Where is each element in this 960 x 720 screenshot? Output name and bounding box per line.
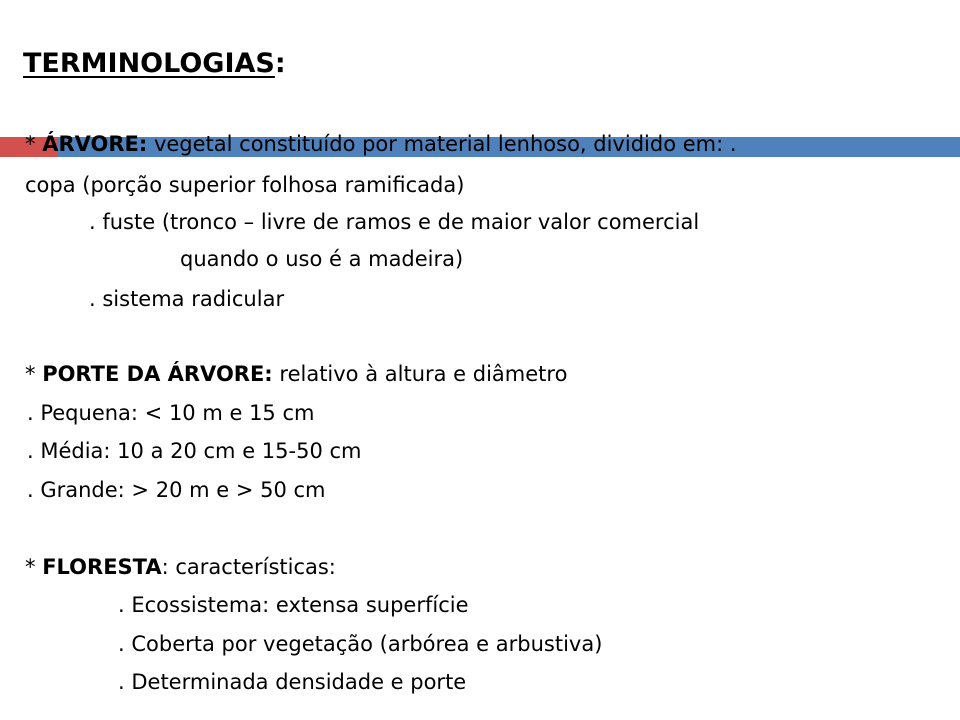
arvore-radicular-line: . sistema radicular bbox=[89, 287, 285, 311]
porte-item-media: . Média: 10 a 20 cm e 15-50 cm bbox=[27, 439, 362, 463]
arvore-definition-line bbox=[25, 130, 737, 158]
arvore-fuste-line: . fuste (tronco – livre de ramos e de maior valor comercial bbox=[89, 210, 700, 234]
floresta-item-coberta: . Coberta por vegetação (arbórea e arbustiva) bbox=[118, 632, 603, 656]
title-text: TERMINOLOGIAS bbox=[23, 48, 275, 79]
arvore-term: ÁRVORE: bbox=[42, 132, 148, 156]
porte-item-pequena: . Pequena: < 10 m e 15 cm bbox=[27, 401, 315, 425]
title-colon: : bbox=[274, 48, 286, 79]
floresta-term: FLORESTA bbox=[42, 555, 162, 579]
porte-definition-line bbox=[25, 360, 567, 388]
porte-bullet: * bbox=[25, 362, 43, 386]
floresta-definition: : características: bbox=[161, 555, 336, 579]
floresta-bullet: * bbox=[25, 555, 43, 579]
porte-definition: relativo à altura e diâmetro bbox=[272, 362, 568, 386]
arvore-copa-line: copa (porção superior folhosa ramificada) bbox=[25, 173, 465, 197]
arvore-fuste-continuation: quando o uso é a madeira) bbox=[180, 247, 464, 271]
arvore-bullet: * bbox=[25, 132, 43, 156]
arvore-definition: vegetal constituído por material lenhoso, dividido em: . bbox=[147, 132, 737, 156]
porte-item-grande: . Grande: > 20 m e > 50 cm bbox=[27, 478, 326, 502]
porte-term: PORTE DA ÁRVORE: bbox=[42, 362, 273, 386]
floresta-definition-line bbox=[25, 553, 336, 581]
floresta-item-ecossistema: . Ecossistema: extensa superfície bbox=[118, 593, 469, 617]
slide-title bbox=[23, 46, 286, 82]
floresta-item-densidade: . Determinada densidade e porte bbox=[118, 670, 467, 694]
